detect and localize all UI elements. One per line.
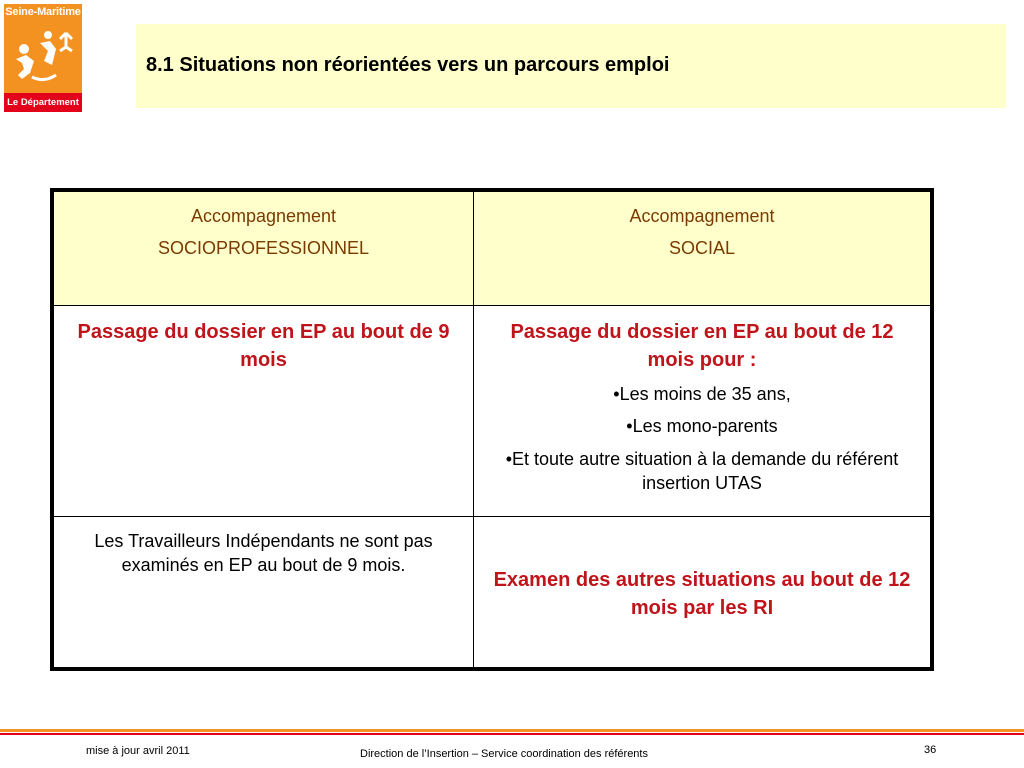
header-cell-social <box>474 192 931 306</box>
table-row <box>54 306 931 517</box>
footer-date: mise à jour avril 2011 <box>86 745 190 757</box>
logo-figures-icon <box>4 21 82 91</box>
examen-autres-situations-text: Examen des autres situations au bout de 12 mois par les RI <box>493 569 911 619</box>
comparison-table <box>50 188 934 671</box>
cell-passage-12-mois <box>474 306 931 517</box>
table-header-row <box>54 192 931 306</box>
department-logo <box>4 4 82 112</box>
footer-divider-orange <box>0 729 1024 732</box>
logo-top-text: Seine-Maritime <box>4 4 82 21</box>
bullet-item: •Et toute autre situation à la demande du référent insertion UTAS <box>505 448 899 493</box>
header-col1-line1: Accompagnement <box>190 206 337 226</box>
title-banner <box>136 24 1006 108</box>
header-col1-line2: SOCIOPROFESSIONNEL <box>157 238 370 259</box>
bullet-item: •Les mono-parents <box>626 416 778 437</box>
page-number: 36 <box>924 744 937 756</box>
cell-travailleurs-independants <box>54 517 474 668</box>
header-col2-line2: SOCIAL <box>668 238 736 259</box>
table-row <box>54 517 931 668</box>
footer-organization: Direction de l’Insertion – Service coordination des référents <box>360 748 648 760</box>
travailleurs-independants-text: Les Travailleurs Indépendants ne sont pas examinés en EP au bout de 9 mois. <box>94 531 433 576</box>
passage-12-mois-text: Passage du dossier en EP au bout de 12 mois pour : <box>510 321 894 371</box>
cell-examen-autres-situations <box>474 517 931 668</box>
logo-bottom-text: Le Département <box>4 93 82 112</box>
cell-passage-9-mois <box>54 306 474 517</box>
passage-9-mois-text: Passage du dossier en EP au bout de 9 mois <box>77 321 450 371</box>
page-title: 8.1 Situations non réorientées vers un parcours emploi <box>146 54 670 76</box>
footer-divider-red <box>0 733 1024 735</box>
header-col2-line1: Accompagnement <box>629 206 775 226</box>
header-cell-socioprofessionnel <box>54 192 474 306</box>
bullet-item: •Les moins de 35 ans, <box>613 384 791 404</box>
